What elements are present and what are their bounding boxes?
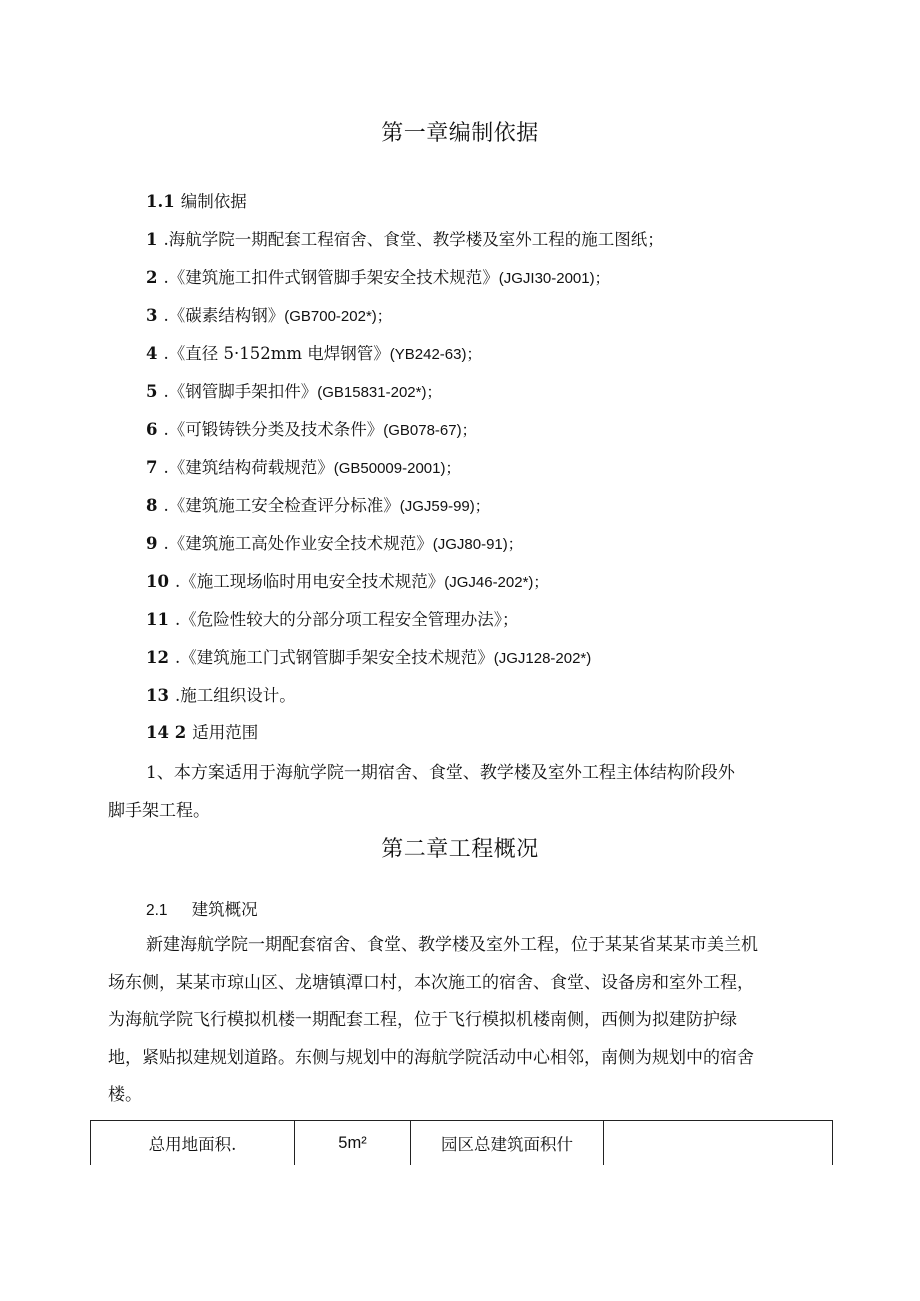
item-standard-code: (JGJ80-91)； — [432, 536, 523, 553]
item-standard-code: (JGJ46-202*)； — [444, 574, 549, 591]
item-standard-code: (JGJ128-202*) — [493, 650, 592, 667]
item-standard-code: (GB078-67)； — [383, 422, 477, 439]
item-standard-code: (YB242-63)； — [389, 346, 482, 363]
item-text: .海航学院一期配套工程宿舍、食堂、教学楼及室外工程的施工图纸； — [163, 230, 664, 249]
section-2-1-heading — [146, 896, 258, 920]
site-area-table — [90, 1120, 833, 1165]
reference-item — [146, 340, 481, 364]
item-number: 12 — [146, 648, 169, 667]
item-standard-code: (JGJI30-2001)； — [498, 270, 610, 287]
section-number: 2.1 — [146, 902, 168, 919]
section-label: 编制依据 — [180, 192, 247, 211]
item-text: .《危险性较大的分部分项工程安全管理办法》； — [174, 610, 519, 629]
section-label: 建筑概况 — [191, 900, 258, 919]
item-standard-code: (GB50009-2001)； — [333, 460, 461, 477]
para-line: 楼。 — [108, 1085, 142, 1105]
table-cell — [604, 1121, 833, 1166]
scope-text-line-2: 脚手架工程。 — [108, 801, 210, 821]
item-number: 9 — [146, 534, 158, 553]
table-row — [91, 1121, 833, 1166]
reference-item — [146, 530, 523, 554]
item-text: .《建筑施工高处作业安全技术规范》 — [163, 534, 433, 553]
item-text: .《可锻铸铁分类及技术条件》 — [163, 420, 384, 439]
item-number: 1 — [146, 230, 158, 249]
reference-item — [146, 682, 296, 706]
section-number: 1.1 — [146, 192, 175, 211]
item-standard-code: (GB700-202*)； — [284, 308, 392, 325]
item-text: .施工组织设计。 — [174, 686, 296, 705]
item-text: .《碳素结构钢》 — [163, 306, 285, 325]
para-line: 为海航学院飞行模拟机楼一期配套工程，位于飞行模拟机楼南侧，西侧为拟建防护绿 — [108, 1010, 737, 1030]
reference-item — [146, 568, 548, 592]
section-label: 适用范围 — [192, 723, 259, 742]
reference-item — [146, 226, 664, 250]
chapter-1-title: 第一章编制依据 — [381, 121, 539, 146]
item-number: 10 — [146, 572, 169, 591]
table-cell: 园区总建筑面积什 — [411, 1121, 604, 1166]
section-1-1-heading — [146, 188, 247, 212]
item-text: .《钢管脚手架扣件》 — [163, 382, 318, 401]
para-line: 地，紧贴拟建规划道路。东侧与规划中的海航学院活动中心相邻，南侧为规划中的宿舍 — [108, 1047, 754, 1068]
table-cell: 总用地面积. — [91, 1121, 295, 1166]
para-line: 新建海航学院一期配套宿舍、食堂、教学楼及室外工程，位于某某省某某市美兰机 — [146, 935, 758, 955]
chapter-2-title: 第二章工程概况 — [381, 837, 539, 862]
item-number: 2 — [146, 268, 158, 287]
section-scope-heading — [146, 719, 258, 743]
item-standard-code: (GB15831-202*)； — [317, 384, 442, 401]
section-number: 14 2 — [146, 723, 187, 742]
reference-item — [146, 416, 477, 440]
para-line: 场东侧，某某市琼山区、龙塘镇潭口村，本次施工的宿舍、食堂、设备房和室外工程， — [108, 972, 754, 993]
table-cell: 5m² — [295, 1121, 411, 1166]
item-number: 3 — [146, 306, 158, 325]
reference-item — [146, 454, 460, 478]
item-standard-code: (JGJ59-99)； — [399, 498, 490, 515]
reference-item — [146, 264, 610, 288]
reference-item — [146, 492, 490, 516]
item-number: 11 — [146, 610, 169, 629]
reference-item — [146, 644, 591, 668]
item-text: .《施工现场临时用电安全技术规范》 — [174, 572, 445, 591]
item-number: 4 — [146, 344, 158, 363]
item-text: .《直径 5·152mm 电焊钢管》 — [163, 344, 390, 363]
item-number: 8 — [146, 496, 158, 515]
item-number: 7 — [146, 458, 158, 477]
scope-text-line-1: 1、本方案适用于海航学院一期宿舍、食堂、教学楼及室外工程主体结构阶段外 — [146, 763, 735, 783]
item-number: 13 — [146, 686, 169, 705]
reference-item — [146, 378, 441, 402]
reference-item — [146, 302, 392, 326]
item-text: .《建筑施工安全检查评分标准》 — [163, 496, 400, 515]
item-text: .《建筑结构荷载规范》 — [163, 458, 334, 477]
item-number: 6 — [146, 420, 158, 439]
overview-paragraph — [108, 927, 828, 1115]
item-text: .《建筑施工门式钢管脚手架安全技术规范》 — [174, 648, 494, 667]
reference-item — [146, 606, 518, 630]
item-text: .《建筑施工扣件式钢管脚手架安全技术规范》 — [163, 268, 499, 287]
item-number: 5 — [146, 382, 158, 401]
